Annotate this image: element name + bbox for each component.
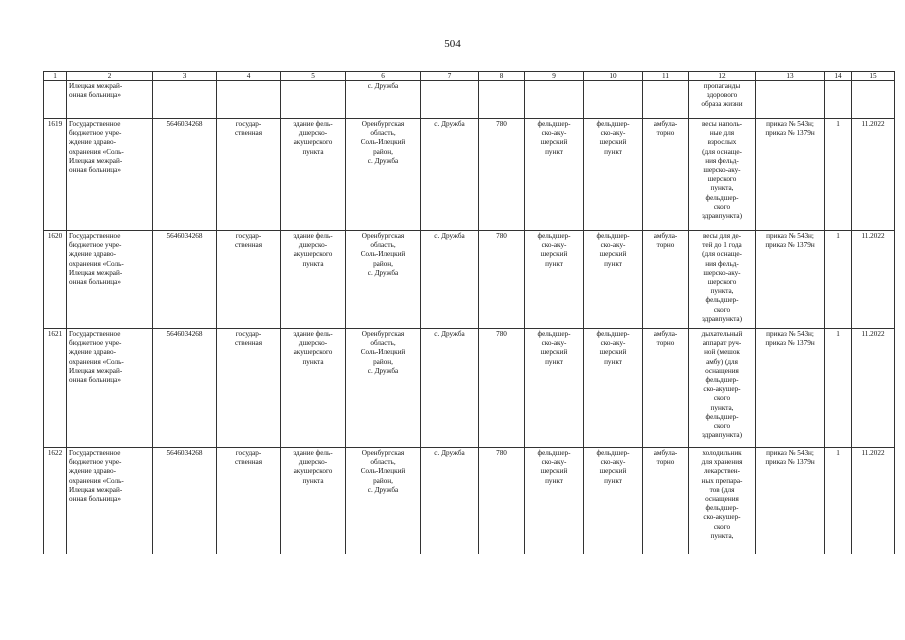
column-number: 7 (421, 72, 479, 81)
column-number-row (44, 72, 895, 81)
column-number: 13 (756, 72, 825, 81)
column-number: 1 (44, 72, 67, 81)
unit-type-cell: фельдшер- ско-аку- шерский пункт (584, 448, 643, 555)
unit-type-cell (584, 81, 643, 119)
row-number-cell: 1621 (44, 329, 67, 448)
facility-type-cell: фельдшер- ско-аку- шерский пункт (525, 231, 584, 329)
equipment-cell: весы наполь- ные для взрослых (для оснаще- ния фельд- шерско-аку- шерского пункта, фельдшер- ского здравпункта) (689, 119, 756, 231)
quantity-cell: 1 (825, 119, 852, 231)
inn-cell: 5646034268 (153, 119, 217, 231)
row-number-cell: 1619 (44, 119, 67, 231)
column-number: 6 (346, 72, 421, 81)
care-conditions-cell: амбула- торно (643, 448, 689, 555)
order-cell (756, 81, 825, 119)
date-cell: 11.2022 (852, 448, 895, 555)
ownership-cell: государ- ственная (217, 119, 281, 231)
ownership-cell: государ- ственная (217, 231, 281, 329)
address-cell: Оренбургская область, Соль-Илецкий район, с. Дружба (346, 448, 421, 555)
settlement-cell (421, 81, 479, 119)
order-cell: приказ № 543н; приказ № 1379н (756, 448, 825, 555)
organization-cell: Илецкая межрай- онная больница» (67, 81, 153, 119)
table-row (44, 231, 895, 329)
table-row (44, 329, 895, 448)
date-cell: 11.2022 (852, 119, 895, 231)
column-number: 14 (825, 72, 852, 81)
organization-cell: Государственное бюджетное учре- ждение здраво- охранения «Соль- Илецкая межрай- онная больница» (67, 119, 153, 231)
quantity-cell: 1 (825, 448, 852, 555)
equipment-cell: пропаганды здорового образа жизни (689, 81, 756, 119)
population-cell: 780 (479, 119, 525, 231)
register-table (43, 71, 895, 554)
inn-cell (153, 81, 217, 119)
equipment-cell: дыхательный аппарат руч- ной (мешок амбу) (для оснащения фельдшер- ско-акушер- ского пункта, фельдшер- ского здравпункта) (689, 329, 756, 448)
equipment-cell: холодильник для хранения лекарствен- ных препара- тов (для оснащения фельдшер- ско-акушер- ского пункта, (689, 448, 756, 555)
page-number: 504 (444, 38, 461, 50)
date-cell: 11.2022 (852, 231, 895, 329)
equipment-cell: весы для де- тей до 1 года (для оснаще- ния фельд- шерско-аку- шерского пункта, фельдшер- ского здравпункта) (689, 231, 756, 329)
ownership-cell (217, 81, 281, 119)
inn-cell: 5646034268 (153, 231, 217, 329)
address-cell: Оренбургская область, Соль-Илецкий район, с. Дружба (346, 231, 421, 329)
care-conditions-cell: амбула- торно (643, 119, 689, 231)
organization-cell: Государственное бюджетное учре- ждение здраво- охранения «Соль- Илецкая межрай- онная больница» (67, 448, 153, 555)
date-cell (852, 81, 895, 119)
settlement-cell: с. Дружба (421, 119, 479, 231)
column-number: 8 (479, 72, 525, 81)
table-row (44, 448, 895, 555)
building-cell: здание фель- дшерско- акушерского пункта (281, 119, 346, 231)
settlement-cell: с. Дружба (421, 329, 479, 448)
column-number: 4 (217, 72, 281, 81)
care-conditions-cell (643, 81, 689, 119)
quantity-cell (825, 81, 852, 119)
unit-type-cell: фельдшер- ско-аку- шерский пункт (584, 119, 643, 231)
date-cell: 11.2022 (852, 329, 895, 448)
quantity-cell: 1 (825, 329, 852, 448)
address-cell: Оренбургская область, Соль-Илецкий район, с. Дружба (346, 329, 421, 448)
column-number: 10 (584, 72, 643, 81)
column-number: 15 (852, 72, 895, 81)
population-cell: 780 (479, 231, 525, 329)
building-cell (281, 81, 346, 119)
address-cell: Оренбургская область, Соль-Илецкий район, с. Дружба (346, 119, 421, 231)
inn-cell: 5646034268 (153, 448, 217, 555)
care-conditions-cell: амбула- торно (643, 231, 689, 329)
population-cell: 780 (479, 329, 525, 448)
order-cell: приказ № 543н; приказ № 1379н (756, 231, 825, 329)
address-cell: с. Дружба (346, 81, 421, 119)
settlement-cell: с. Дружба (421, 231, 479, 329)
row-number-cell (44, 81, 67, 119)
organization-cell: Государственное бюджетное учре- ждение здраво- охранения «Соль- Илецкая межрай- онная больница» (67, 231, 153, 329)
column-number: 5 (281, 72, 346, 81)
inn-cell: 5646034268 (153, 329, 217, 448)
column-number: 12 (689, 72, 756, 81)
column-number: 9 (525, 72, 584, 81)
order-cell: приказ № 543н; приказ № 1379н (756, 329, 825, 448)
organization-cell: Государственное бюджетное учре- ждение здраво- охранения «Соль- Илецкая межрай- онная больница» (67, 329, 153, 448)
row-number-cell: 1622 (44, 448, 67, 555)
building-cell: здание фель- дшерско- акушерского пункта (281, 448, 346, 555)
column-number: 2 (67, 72, 153, 81)
unit-type-cell: фельдшер- ско-аку- шерский пункт (584, 329, 643, 448)
column-number: 11 (643, 72, 689, 81)
population-cell: 780 (479, 448, 525, 555)
column-number: 3 (153, 72, 217, 81)
facility-type-cell: фельдшер- ско-аку- шерский пункт (525, 119, 584, 231)
ownership-cell: государ- ственная (217, 448, 281, 555)
ownership-cell: государ- ственная (217, 329, 281, 448)
building-cell: здание фель- дшерско- акушерского пункта (281, 231, 346, 329)
order-cell: приказ № 543н; приказ № 1379н (756, 119, 825, 231)
population-cell (479, 81, 525, 119)
table-row (44, 119, 895, 231)
care-conditions-cell: амбула- торно (643, 329, 689, 448)
unit-type-cell: фельдшер- ско-аку- шерский пункт (584, 231, 643, 329)
row-number-cell: 1620 (44, 231, 67, 329)
quantity-cell: 1 (825, 231, 852, 329)
settlement-cell: с. Дружба (421, 448, 479, 555)
facility-type-cell: фельдшер- ско-аку- шерский пункт (525, 329, 584, 448)
facility-type-cell (525, 81, 584, 119)
table-row (44, 81, 895, 119)
building-cell: здание фель- дшерско- акушерского пункта (281, 329, 346, 448)
facility-type-cell: фельдшер- ско-аку- шерский пункт (525, 448, 584, 555)
